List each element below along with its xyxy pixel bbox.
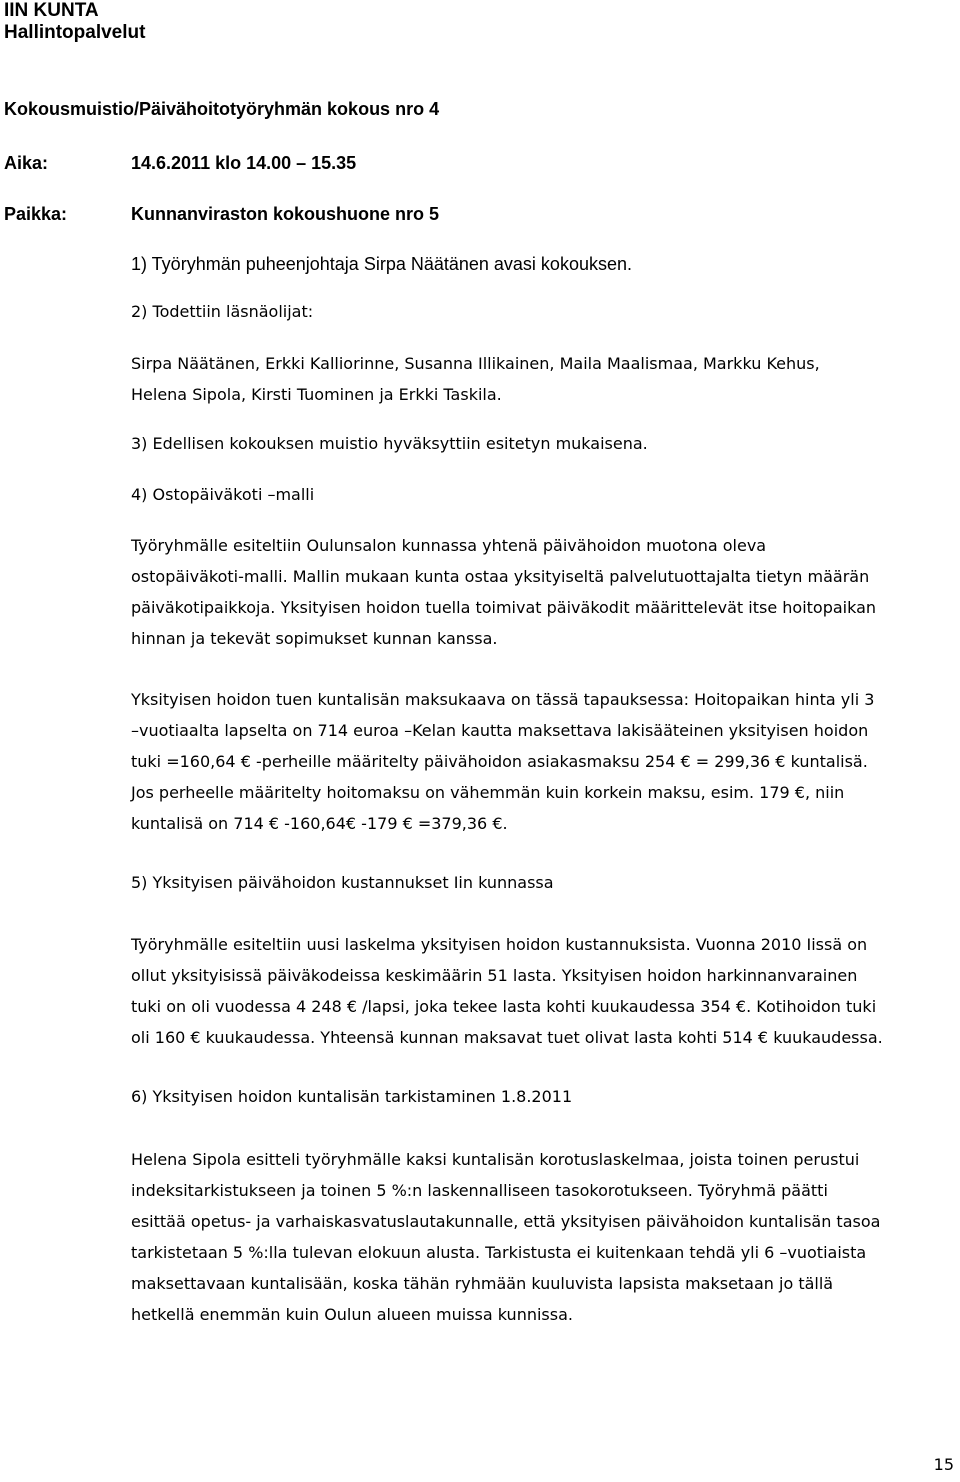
item-2-heading: 2) Todettiin läsnäolijat: xyxy=(131,302,314,321)
paragraph-line: päiväkotipaikkoja. Yksityisen hoidon tuella toimivat päiväkodit määrittelevät itse hoitopaikan xyxy=(131,598,877,617)
paragraph-line: esittää opetus- ja varhaiskasvatuslautakunnalle, että yksityisen päivähoidon kuntalisän tasoa xyxy=(131,1212,881,1231)
paragraph-line: hinnan ja tekevät sopimukset kunnan kanssa. xyxy=(131,629,498,648)
paragraph-line: –vuotiaalta lapselta on 714 euroa –Kelan kautta maksettava lakisääteinen yksityisen hoidon xyxy=(131,721,869,740)
paragraph-line: Työryhmälle esiteltiin Oulunsalon kunnassa yhtenä päivähoidon muotona oleva xyxy=(131,536,767,555)
place-label: Paikka: xyxy=(4,204,68,224)
attendees-list xyxy=(131,348,960,410)
paragraph-line: oli 160 € kuukaudessa. Yhteensä kunnan maksavat tuet olivat lasta kohti 514 € kuukaudessa. xyxy=(131,1028,883,1047)
paragraph-line: tarkistetaan 5 %:lla tulevan elokuun alusta. Tarkistusta ei kuitenkaan tehdä yli 6 –vuotiaista xyxy=(131,1243,867,1262)
item-6-paragraph xyxy=(131,1144,960,1330)
time-value: 14.6.2011 klo 14.00 – 15.35 xyxy=(131,153,357,173)
item-5-heading: 5) Yksityisen päivähoidon kustannukset Iin kunnassa xyxy=(131,873,554,892)
paragraph-line: tuki on oli vuodessa 4 248 € /lapsi, joka tekee lasta kohti kuukaudessa 354 €. Kotihoidon tuki xyxy=(131,997,877,1016)
item-5-paragraph xyxy=(131,929,960,1053)
item-4-paragraph-1 xyxy=(131,530,960,654)
paragraph-line: tuki =160,64 € -perheille määritelty päivähoidon asiakasmaksu 254 € = 299,36 € kuntalisä. xyxy=(131,752,868,771)
paragraph-line: hetkellä enemmän kuin Oulun alueen muissa kunnissa. xyxy=(131,1305,573,1324)
paragraph-line: kuntalisä on 714 € -160,64€ -179 € =379,36 €. xyxy=(131,814,508,833)
attendees-line: Helena Sipola, Kirsti Tuominen ja Erkki Taskila. xyxy=(131,385,502,404)
paragraph-line: Työryhmälle esiteltiin uusi laskelma yksityisen hoidon kustannuksista. Vuonna 2010 Iissä on xyxy=(131,935,868,954)
item-4-paragraph-2 xyxy=(131,684,960,839)
page-number: 15 xyxy=(933,1455,954,1474)
item-1: 1) Työryhmän puheenjohtaja Sirpa Näätänen avasi kokouksen. xyxy=(131,254,632,274)
item-4-heading: 4) Ostopäiväkoti –malli xyxy=(131,485,315,504)
paragraph-line: Yksityisen hoidon tuen kuntalisän maksukaava on tässä tapauksessa: Hoitopaikan hinta yli 3 xyxy=(131,690,875,709)
organization-name: IIN KUNTA xyxy=(4,0,99,21)
item-3: 3) Edellisen kokouksen muistio hyväksyttiin esitetyn mukaisena. xyxy=(131,434,648,453)
paragraph-line: maksettavaan kuntalisään, koska tähän ryhmään kuuluvista lapsista maksetaan jo tällä xyxy=(131,1274,834,1293)
time-label: Aika: xyxy=(4,153,49,173)
department-name: Hallintopalvelut xyxy=(4,22,146,43)
item-6-heading: 6) Yksityisen hoidon kuntalisän tarkistaminen 1.8.2011 xyxy=(131,1087,573,1106)
paragraph-line: ostopäiväkoti-malli. Mallin mukaan kunta ostaa yksityiseltä palvelutuottajalta tietyn määrän xyxy=(131,567,870,586)
place-value: Kunnanviraston kokoushuone nro 5 xyxy=(131,204,440,224)
paragraph-line: Helena Sipola esitteli työryhmälle kaksi kuntalisän korotuslaskelmaa, joista toinen perustui xyxy=(131,1150,860,1169)
attendees-line: Sirpa Näätänen, Erkki Kalliorinne, Susanna Illikainen, Maila Maalismaa, Markku Kehus, xyxy=(131,354,820,373)
document-title: Kokousmuistio/Päivähoitotyöryhmän kokous nro 4 xyxy=(4,99,440,119)
paragraph-line: indeksitarkistukseen ja toinen 5 %:n laskennalliseen tasokorotukseen. Työryhmä päätti xyxy=(131,1181,828,1200)
paragraph-line: ollut yksityisissä päiväkodeissa keskimäärin 51 lasta. Yksityisen hoidon harkinnanvarainen xyxy=(131,966,858,985)
paragraph-line: Jos perheelle määritelty hoitomaksu on vähemmän kuin korkein maksu, esim. 179 €, niin xyxy=(131,783,845,802)
